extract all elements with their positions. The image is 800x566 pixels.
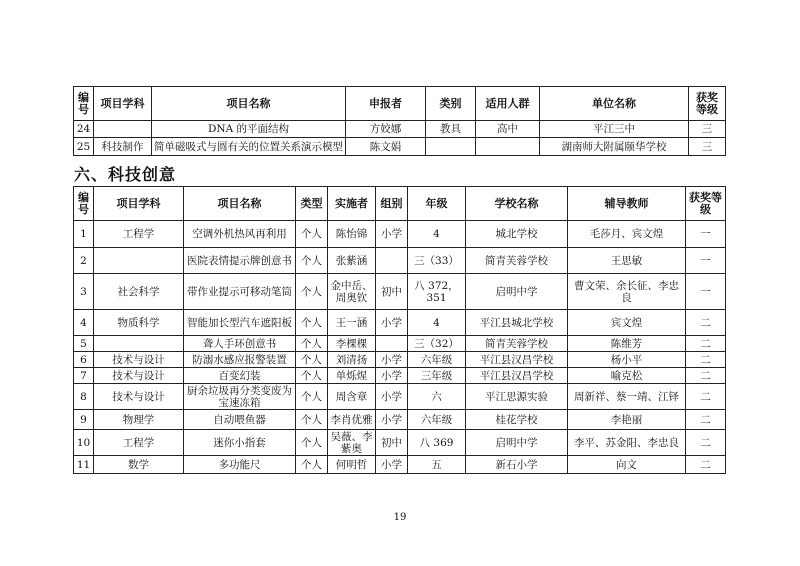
cell-project-name: 百变幻装 — [184, 368, 296, 384]
cell-award: 二 — [686, 352, 726, 368]
table-body — [74, 221, 726, 474]
table-row — [74, 310, 726, 336]
cell-award: 二 — [686, 456, 726, 474]
cell-category: 教具 — [426, 121, 476, 138]
cell-number: 10 — [74, 430, 94, 456]
col-header-type: 类型 — [296, 187, 328, 221]
cell-type: 个人 — [296, 221, 328, 248]
cell-grade: 六年级 — [408, 410, 466, 430]
cell-tutor: 李艳丽 — [568, 410, 686, 430]
cell-number: 3 — [74, 274, 94, 310]
cell-school: 简青芙蓉学校 — [466, 336, 568, 352]
cell-number: 9 — [74, 410, 94, 430]
cell-tutor: 陈维芳 — [568, 336, 686, 352]
col-header-tutor: 辅导教师 — [568, 187, 686, 221]
award-table-tech-creativity — [73, 186, 726, 474]
cell-award: 二 — [686, 430, 726, 456]
cell-audience — [476, 138, 540, 156]
cell-implementer: 陈怡锦 — [328, 221, 376, 248]
cell-award: 二 — [686, 368, 726, 384]
cell-grade: 六年级 — [408, 352, 466, 368]
cell-implementer: 刘清扬 — [328, 352, 376, 368]
cell-type: 个人 — [296, 274, 328, 310]
cell-grade: 八 369 — [408, 430, 466, 456]
col-header-applicant: 申报者 — [346, 87, 426, 121]
cell-number: 25 — [74, 138, 94, 156]
table-row — [74, 138, 726, 156]
cell-school: 平江思源实验 — [466, 384, 568, 410]
table-header-row — [74, 87, 726, 121]
cell-project-name: 简单磁吸式与圆有关的位置关系演示模型 — [152, 138, 346, 156]
col-header-unit: 单位名称 — [540, 87, 689, 121]
cell-group: 初中 — [376, 430, 408, 456]
cell-group — [376, 336, 408, 352]
cell-school: 新石小学 — [466, 456, 568, 474]
cell-group: 小学 — [376, 310, 408, 336]
cell-unit: 湖南师大附属颐华学校 — [540, 138, 689, 156]
cell-group: 小学 — [376, 352, 408, 368]
cell-project-name: 迷你小指套 — [184, 430, 296, 456]
cell-project-name: 多功能尺 — [184, 456, 296, 474]
col-header-number: 编号 — [74, 187, 94, 221]
cell-group: 小学 — [376, 410, 408, 430]
cell-group: 初中 — [376, 274, 408, 310]
cell-project-name: 防溺水感应报警装置 — [184, 352, 296, 368]
cell-project-name: 聋人手环创意书 — [184, 336, 296, 352]
cell-grade: 八 372，351 — [408, 274, 466, 310]
cell-group — [376, 248, 408, 274]
cell-school: 简青芙蓉学校 — [466, 248, 568, 274]
col-header-grade: 年级 — [408, 187, 466, 221]
cell-type: 个人 — [296, 410, 328, 430]
table-row — [74, 121, 726, 138]
cell-implementer: 何明哲 — [328, 456, 376, 474]
table-row — [74, 430, 726, 456]
table-row — [74, 410, 726, 430]
cell-subject: 工程学 — [94, 430, 184, 456]
cell-subject: 工程学 — [94, 221, 184, 248]
cell-school: 平江县城北学校 — [466, 310, 568, 336]
cell-school: 启明中学 — [466, 274, 568, 310]
cell-subject: 社会科学 — [94, 274, 184, 310]
cell-project-name: 空调外机热风再利用 — [184, 221, 296, 248]
col-header-award: 获奖等级 — [686, 187, 726, 221]
cell-number: 5 — [74, 336, 94, 352]
cell-group: 小学 — [376, 221, 408, 248]
cell-implementer: 吴薇、李紫奥 — [328, 430, 376, 456]
cell-project-name: 自动喂鱼器 — [184, 410, 296, 430]
cell-award: 三 — [689, 121, 726, 138]
col-header-group: 组别 — [376, 187, 408, 221]
page-number: 19 — [393, 512, 407, 523]
cell-subject — [94, 121, 152, 138]
cell-applicant: 方姣娜 — [346, 121, 426, 138]
cell-subject — [94, 336, 184, 352]
cell-tutor: 向文 — [568, 456, 686, 474]
cell-number: 1 — [74, 221, 94, 248]
cell-group: 小学 — [376, 456, 408, 474]
table-row — [74, 368, 726, 384]
cell-type: 个人 — [296, 336, 328, 352]
cell-project-name: 智能加长型汽车遮阳板 — [184, 310, 296, 336]
col-header-award: 获奖等级 — [689, 87, 726, 121]
table-row — [74, 221, 726, 248]
table-header-row — [74, 187, 726, 221]
cell-project-name: 医院表情提示牌创意书 — [184, 248, 296, 274]
col-header-school: 学校名称 — [466, 187, 568, 221]
cell-group: 小学 — [376, 384, 408, 410]
cell-subject: 物理学 — [94, 410, 184, 430]
cell-number: 8 — [74, 384, 94, 410]
cell-type: 个人 — [296, 352, 328, 368]
cell-tutor: 李平、苏金阳、李忠良 — [568, 430, 686, 456]
cell-project-name: 厨余垃圾再分类变废为宝速冻箱 — [184, 384, 296, 410]
cell-implementer: 李棵棵 — [328, 336, 376, 352]
cell-award: 二 — [686, 384, 726, 410]
table-row — [74, 352, 726, 368]
table-row — [74, 274, 726, 310]
cell-grade: 4 — [408, 310, 466, 336]
cell-award: 二 — [686, 336, 726, 352]
cell-subject: 技术与设计 — [94, 384, 184, 410]
cell-award: 二 — [686, 310, 726, 336]
cell-type: 个人 — [296, 456, 328, 474]
cell-project-name: 带作业提示可移动笔筒 — [184, 274, 296, 310]
cell-type: 个人 — [296, 310, 328, 336]
cell-school: 平江县汉昌学校 — [466, 368, 568, 384]
cell-tutor: 喻克松 — [568, 368, 686, 384]
cell-type: 个人 — [296, 248, 328, 274]
cell-grade: 三（32） — [408, 336, 466, 352]
cell-school: 桂花学校 — [466, 410, 568, 430]
cell-grade: 六 — [408, 384, 466, 410]
col-header-project-name: 项目名称 — [184, 187, 296, 221]
cell-category — [426, 138, 476, 156]
cell-number: 24 — [74, 121, 94, 138]
cell-tutor: 曹文荣、余长征、李忠良 — [568, 274, 686, 310]
cell-implementer: 张紫涵 — [328, 248, 376, 274]
cell-applicant: 陈文娟 — [346, 138, 426, 156]
cell-subject: 数学 — [94, 456, 184, 474]
cell-subject: 技术与设计 — [94, 368, 184, 384]
cell-number: 11 — [74, 456, 94, 474]
cell-grade: 三（33） — [408, 248, 466, 274]
col-header-audience: 适用人群 — [476, 87, 540, 121]
col-header-category: 类别 — [426, 87, 476, 121]
cell-implementer: 李肖优雅 — [328, 410, 376, 430]
cell-subject: 物质科学 — [94, 310, 184, 336]
cell-implementer: 周含章 — [328, 384, 376, 410]
cell-tutor: 宾文煌 — [568, 310, 686, 336]
col-header-number: 编号 — [74, 87, 94, 121]
cell-award: 一 — [686, 274, 726, 310]
cell-subject — [94, 248, 184, 274]
cell-type: 个人 — [296, 384, 328, 410]
cell-tutor: 王思敏 — [568, 248, 686, 274]
cell-unit: 平江三中 — [540, 121, 689, 138]
cell-subject: 技术与设计 — [94, 352, 184, 368]
col-header-project-name: 项目名称 — [152, 87, 346, 121]
section-title: 六、科技创意 — [74, 165, 177, 184]
cell-audience: 高中 — [476, 121, 540, 138]
cell-grade: 五 — [408, 456, 466, 474]
cell-school: 平江县汉昌学校 — [466, 352, 568, 368]
cell-implementer: 金中岳、周奥钦 — [328, 274, 376, 310]
cell-implementer: 王一涵 — [328, 310, 376, 336]
col-header-subject: 项目学科 — [94, 187, 184, 221]
cell-project-name: DNA 的平面结构 — [152, 121, 346, 138]
cell-tutor: 杨小平 — [568, 352, 686, 368]
table-row — [74, 384, 726, 410]
cell-number: 2 — [74, 248, 94, 274]
award-table-continued — [73, 86, 726, 156]
table-row — [74, 248, 726, 274]
cell-group: 小学 — [376, 368, 408, 384]
col-header-implementer: 实施者 — [328, 187, 376, 221]
cell-school: 城北学校 — [466, 221, 568, 248]
cell-implementer: 单烁煋 — [328, 368, 376, 384]
cell-type: 个人 — [296, 368, 328, 384]
col-header-subject: 项目学科 — [94, 87, 152, 121]
cell-award: 二 — [686, 410, 726, 430]
table-row — [74, 456, 726, 474]
cell-number: 7 — [74, 368, 94, 384]
cell-subject: 科技制作 — [94, 138, 152, 156]
cell-grade: 4 — [408, 221, 466, 248]
cell-number: 6 — [74, 352, 94, 368]
cell-tutor: 毛莎月、宾文煌 — [568, 221, 686, 248]
cell-award: 三 — [689, 138, 726, 156]
cell-type: 个人 — [296, 430, 328, 456]
cell-grade: 三年级 — [408, 368, 466, 384]
table-row — [74, 336, 726, 352]
cell-school: 启明中学 — [466, 430, 568, 456]
cell-tutor: 周新祥、蔡一靖、江铎 — [568, 384, 686, 410]
cell-award: 一 — [686, 248, 726, 274]
cell-number: 4 — [74, 310, 94, 336]
cell-award: 一 — [686, 221, 726, 248]
